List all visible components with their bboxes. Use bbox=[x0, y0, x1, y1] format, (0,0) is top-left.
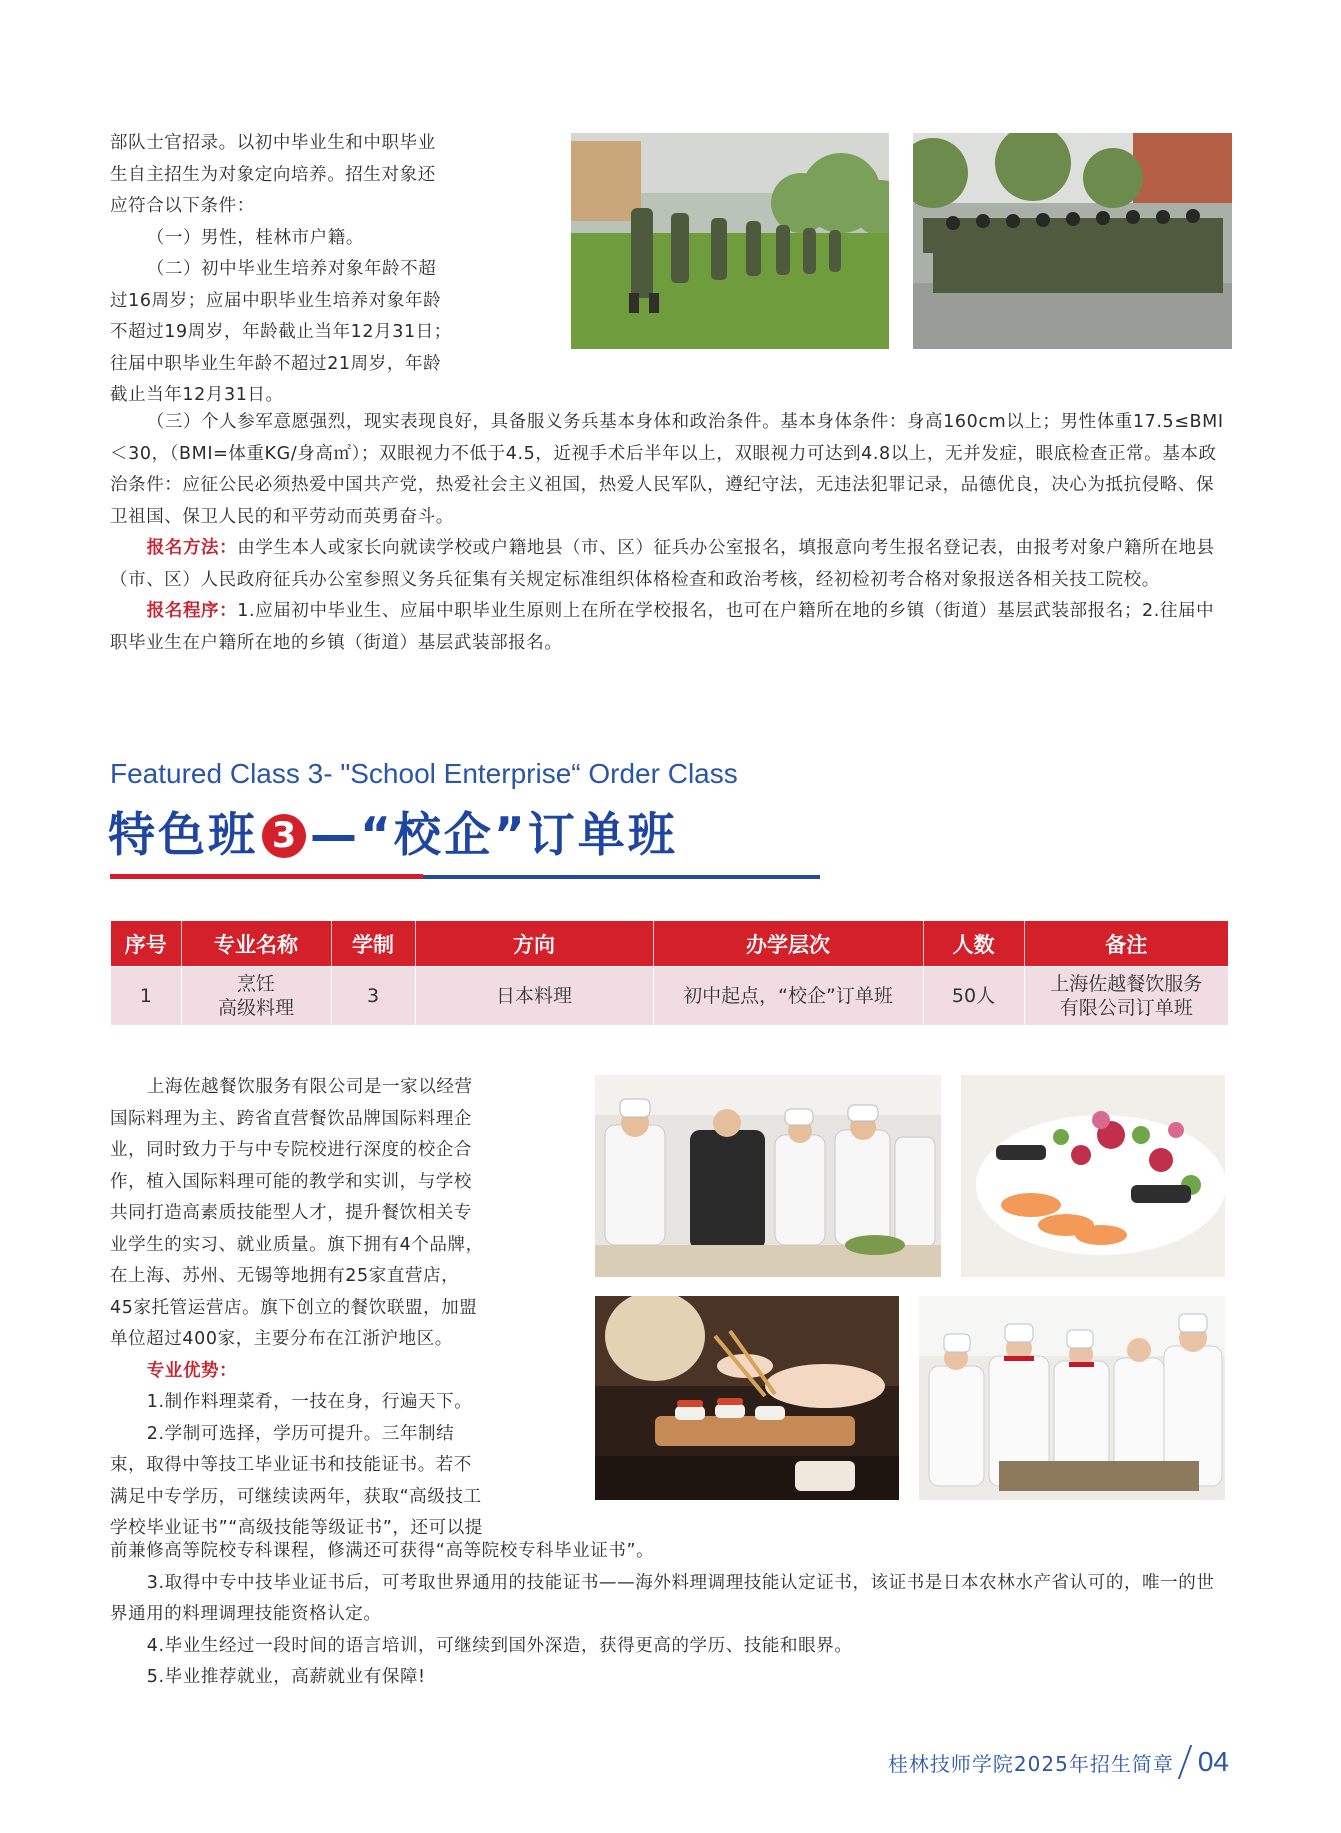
note-line: 上海佐越餐饮服务 bbox=[1050, 973, 1203, 995]
paragraph-line: 生自主招生为对象定向培养。招生对象还 bbox=[110, 164, 436, 185]
heading-prefix: 特色班 bbox=[108, 808, 258, 863]
cell-years: 3 bbox=[331, 967, 415, 1026]
advantage-1: 1.制作料理菜肴，一技在身，行遍天下。 bbox=[146, 1392, 473, 1412]
cell-direction: 日本料理 bbox=[415, 967, 653, 1026]
heading-suffix: —“校企”订单班 bbox=[310, 808, 678, 863]
column-header: 学制 bbox=[331, 921, 415, 967]
signup-procedure-label: 报名程序： bbox=[146, 601, 238, 621]
military-drill-photo bbox=[571, 133, 889, 349]
paragraph-line: 国际料理为主、跨省直营餐饮品牌国际料理企 bbox=[110, 1108, 472, 1129]
table-header-row bbox=[111, 921, 1228, 967]
column-header: 备注 bbox=[1024, 921, 1228, 967]
paragraph-line: 2.学制可选择，学历可提升。三年制结 bbox=[146, 1423, 455, 1444]
signup-procedure bbox=[110, 596, 1230, 659]
heading-number-badge: 3 bbox=[262, 814, 306, 858]
major-line: 烹饪 bbox=[236, 973, 275, 995]
section-heading-en: Featured Class 3- "School Enterprise“ Order Class bbox=[110, 758, 738, 789]
major-line: 高级料理 bbox=[217, 997, 294, 1019]
column-header: 专业名称 bbox=[181, 921, 331, 967]
page-footer bbox=[888, 1742, 1229, 1782]
column-header: 序号 bbox=[111, 921, 181, 967]
column-header: 办学层次 bbox=[653, 921, 923, 967]
paragraph-line: 往届中职毕业生年龄不超过21周岁，年龄 bbox=[110, 353, 442, 374]
condition-3: （三）个人参军意愿强烈，现实表现良好，具备服义务兵基本身体和政治条件。基本身体条件：身高160cm以上；男性体重17.5≤BMI＜30，（BMI=体重KG/身高㎡）；双眼视力不低于4.5，近视手术后半年以上，双眼视力可达到4.8以上，无并发症，眼底检查正常。基本政治条件：应征公民必须热爱中国共产党，热爱社会主义祖国，热爱人民军队，遵纪守法，无违法犯罪记录，品德优良，决心为抵抗侵略、保卫祖国、保卫人民的和平劳动而英勇奋斗。 bbox=[110, 412, 1224, 527]
paragraph-line: 过16周岁；应届中职毕业生培养对象年龄 bbox=[110, 290, 442, 311]
paragraph-line: 截止当年12月31日。 bbox=[110, 385, 284, 405]
cell-count: 50人 bbox=[923, 967, 1024, 1026]
footer-title: 桂林技师学院2025年招生简章 bbox=[887, 1751, 1174, 1776]
paragraph-line: 45家托管运营店。旗下创立的餐饮联盟，加盟 bbox=[110, 1297, 478, 1318]
paragraph-line: 作，植入国际料理可能的教学和实训，与学校 bbox=[110, 1171, 472, 1192]
note-line: 有限公司订单班 bbox=[1059, 997, 1193, 1019]
paragraph-line: 束，取得中等技工毕业证书和技能证书。若不 bbox=[110, 1455, 472, 1475]
sushi-making-photo bbox=[595, 1296, 899, 1500]
company-intro-block bbox=[110, 1072, 565, 1545]
signup-method-text: 由学生本人或家长向就读学校或户籍地县（市、区）征兵办公室报名，填报意向考生报名登记表，由报考对象户籍所在地县（市、区）人民政府征兵办公室参照义务兵征集有关规定标准组织体格检查和政治考核，经初检初考合格对象报送各相关技工院校。 bbox=[110, 538, 1215, 590]
signup-method-label: 报名方法： bbox=[146, 538, 238, 558]
advantage-4: 4.毕业生经过一段时间的语言培训，可继续到国外深造，获得更高的学历、技能和眼界。 bbox=[146, 1635, 853, 1656]
column-header: 人数 bbox=[923, 921, 1024, 967]
cell-major bbox=[181, 967, 331, 1026]
advantages-label-text: 专业优势： bbox=[146, 1360, 238, 1381]
paragraph-line: 不超过19周岁，年龄截止当年12月31日； bbox=[110, 322, 452, 342]
soldiers-marching-photo bbox=[913, 133, 1232, 349]
section-heading-cn bbox=[108, 798, 678, 865]
page-number: 04 bbox=[1197, 1746, 1229, 1777]
paragraph-line: 部队士官招录。以初中毕业生和中职毕业 bbox=[110, 133, 436, 153]
advantage-3: 3.取得中专中技毕业证书后，可考取世界通用的技能证书——海外料理调理技能认定证书，该证书是日本农林水产省认可的，唯一的世界通用的料理调理技能资格认定。 bbox=[110, 1572, 1215, 1624]
advantages-label bbox=[110, 1356, 565, 1388]
paragraph-line: 在上海、苏州、无锡等地拥有25家直营店， bbox=[110, 1266, 460, 1286]
recruit-conditions-block bbox=[110, 128, 534, 412]
signup-method bbox=[110, 533, 1230, 596]
paragraph-line: 学校毕业证书”“高级技能等级证书”，还可以提 bbox=[110, 1518, 483, 1538]
paragraph-line: 业，同时致力于与中专院校进行深度的校企合 bbox=[110, 1140, 472, 1160]
signup-procedure-text: 1.应届初中毕业生、应届中职毕业生原则上在所在学校报名，也可在户籍所在地的乡镇（街道）基层武装部报名；2.往届中职毕业生在户籍所在地的乡镇（街道）基层武装部报名。 bbox=[110, 601, 1215, 653]
paragraph-line: 前兼修高等院校专科课程，修满还可获得“高等院校专科毕业证书”。 bbox=[110, 1541, 655, 1561]
sushi-platter-photo bbox=[961, 1075, 1225, 1277]
cell-note bbox=[1024, 967, 1228, 1026]
paragraph-line: （二）初中毕业生培养对象年龄不超 bbox=[146, 259, 437, 279]
condition-1: （一）男性，桂林市户籍。 bbox=[146, 227, 364, 248]
paragraph-line: 应符合以下条件： bbox=[110, 196, 255, 216]
advantage-5: 5.毕业推荐就业，高薪就业有保障! bbox=[146, 1667, 426, 1687]
cell-level: 初中起点，“校企”订单班 bbox=[653, 967, 923, 1026]
order-class-table bbox=[111, 921, 1228, 1025]
heading-underline-blue bbox=[423, 875, 820, 879]
paragraph-line: 满足中专学历，可继续读两年，获取“高级技工 bbox=[110, 1486, 482, 1507]
advantages-block bbox=[110, 1536, 1230, 1694]
paragraph-line: 上海佐越餐饮服务有限公司是一家以经营 bbox=[146, 1077, 473, 1097]
heading-underline-red bbox=[110, 874, 423, 879]
paragraph-line: 业学生的实习、就业质量。旗下拥有4个品牌， bbox=[110, 1234, 484, 1255]
cell-no: 1 bbox=[111, 967, 181, 1026]
students-cooking-photo bbox=[919, 1296, 1225, 1500]
column-header: 方向 bbox=[415, 921, 653, 967]
cooking-class-photo bbox=[595, 1075, 941, 1277]
paragraph-line: 共同打造高素质技能型人才，提升餐饮相关专 bbox=[110, 1203, 472, 1223]
recruit-details-block bbox=[110, 407, 1230, 659]
paragraph-line: 单位超过400家，主要分布在江浙沪地区。 bbox=[110, 1329, 453, 1349]
footer-divider bbox=[1178, 1745, 1192, 1779]
table-row bbox=[111, 967, 1228, 1026]
